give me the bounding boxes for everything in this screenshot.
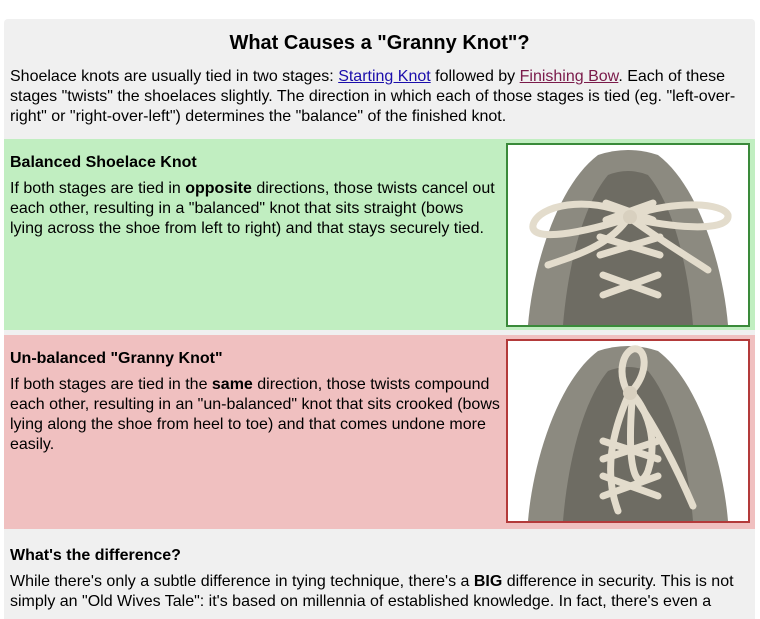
granny-knot-card [4,19,755,619]
balanced-knot-panel [4,139,755,330]
intro-text: Shoelace knots are usually tied in two stages: [10,68,339,85]
intro-text: . Each of these stages "twists" the shoelaces slightly. The direction in which each of those stages is tied (eg. "left-over-right" or "right-over-left") determines the "balance" of the finished knot. [10,68,736,125]
description-text: direction, those twists compound each other, resulting in an "un-balanced" knot that sits crooked (bows lying along the shoe from heel to toe) and that comes undone more easily. [10,376,500,453]
difference-text: difference in security. This is not simply an "Old Wives Tale": it's based on millennia of established knowledge. In fact, there's even a [10,573,734,610]
granny-knot-photo [506,339,750,523]
page-title: What Causes a "Granny Knot"? [229,32,530,54]
emphasis-text: opposite [185,180,252,197]
description-text: If both stages are tied in the [10,376,212,393]
difference-heading: What's the difference? [10,547,181,564]
granny-knot-description [10,375,500,455]
intro-paragraph [4,67,755,127]
difference-paragraph [10,572,745,612]
granny-knot-panel [4,335,755,529]
granny-knot-heading: Un-balanced "Granny Knot" [10,350,223,367]
balanced-knot-description [10,179,500,239]
finishing-bow-link[interactable]: Finishing Bow [519,68,619,85]
intro-text: followed by [430,68,520,85]
difference-section [10,546,745,612]
emphasis-text: BIG [473,573,503,590]
balanced-knot-heading: Balanced Shoelace Knot [10,154,197,171]
starting-knot-link[interactable]: Starting Knot [338,68,431,85]
balanced-knot-photo [506,143,750,327]
emphasis-text: same [211,376,253,393]
difference-text: While there's only a subtle difference in tying technique, there's a [10,573,474,590]
description-text: If both stages are tied in [10,180,186,197]
description-text: directions, those twists cancel out each other, resulting in a "balanced" knot that sits straight (bows lying across the shoe from left to right) and that stays securely tied. [10,180,495,237]
